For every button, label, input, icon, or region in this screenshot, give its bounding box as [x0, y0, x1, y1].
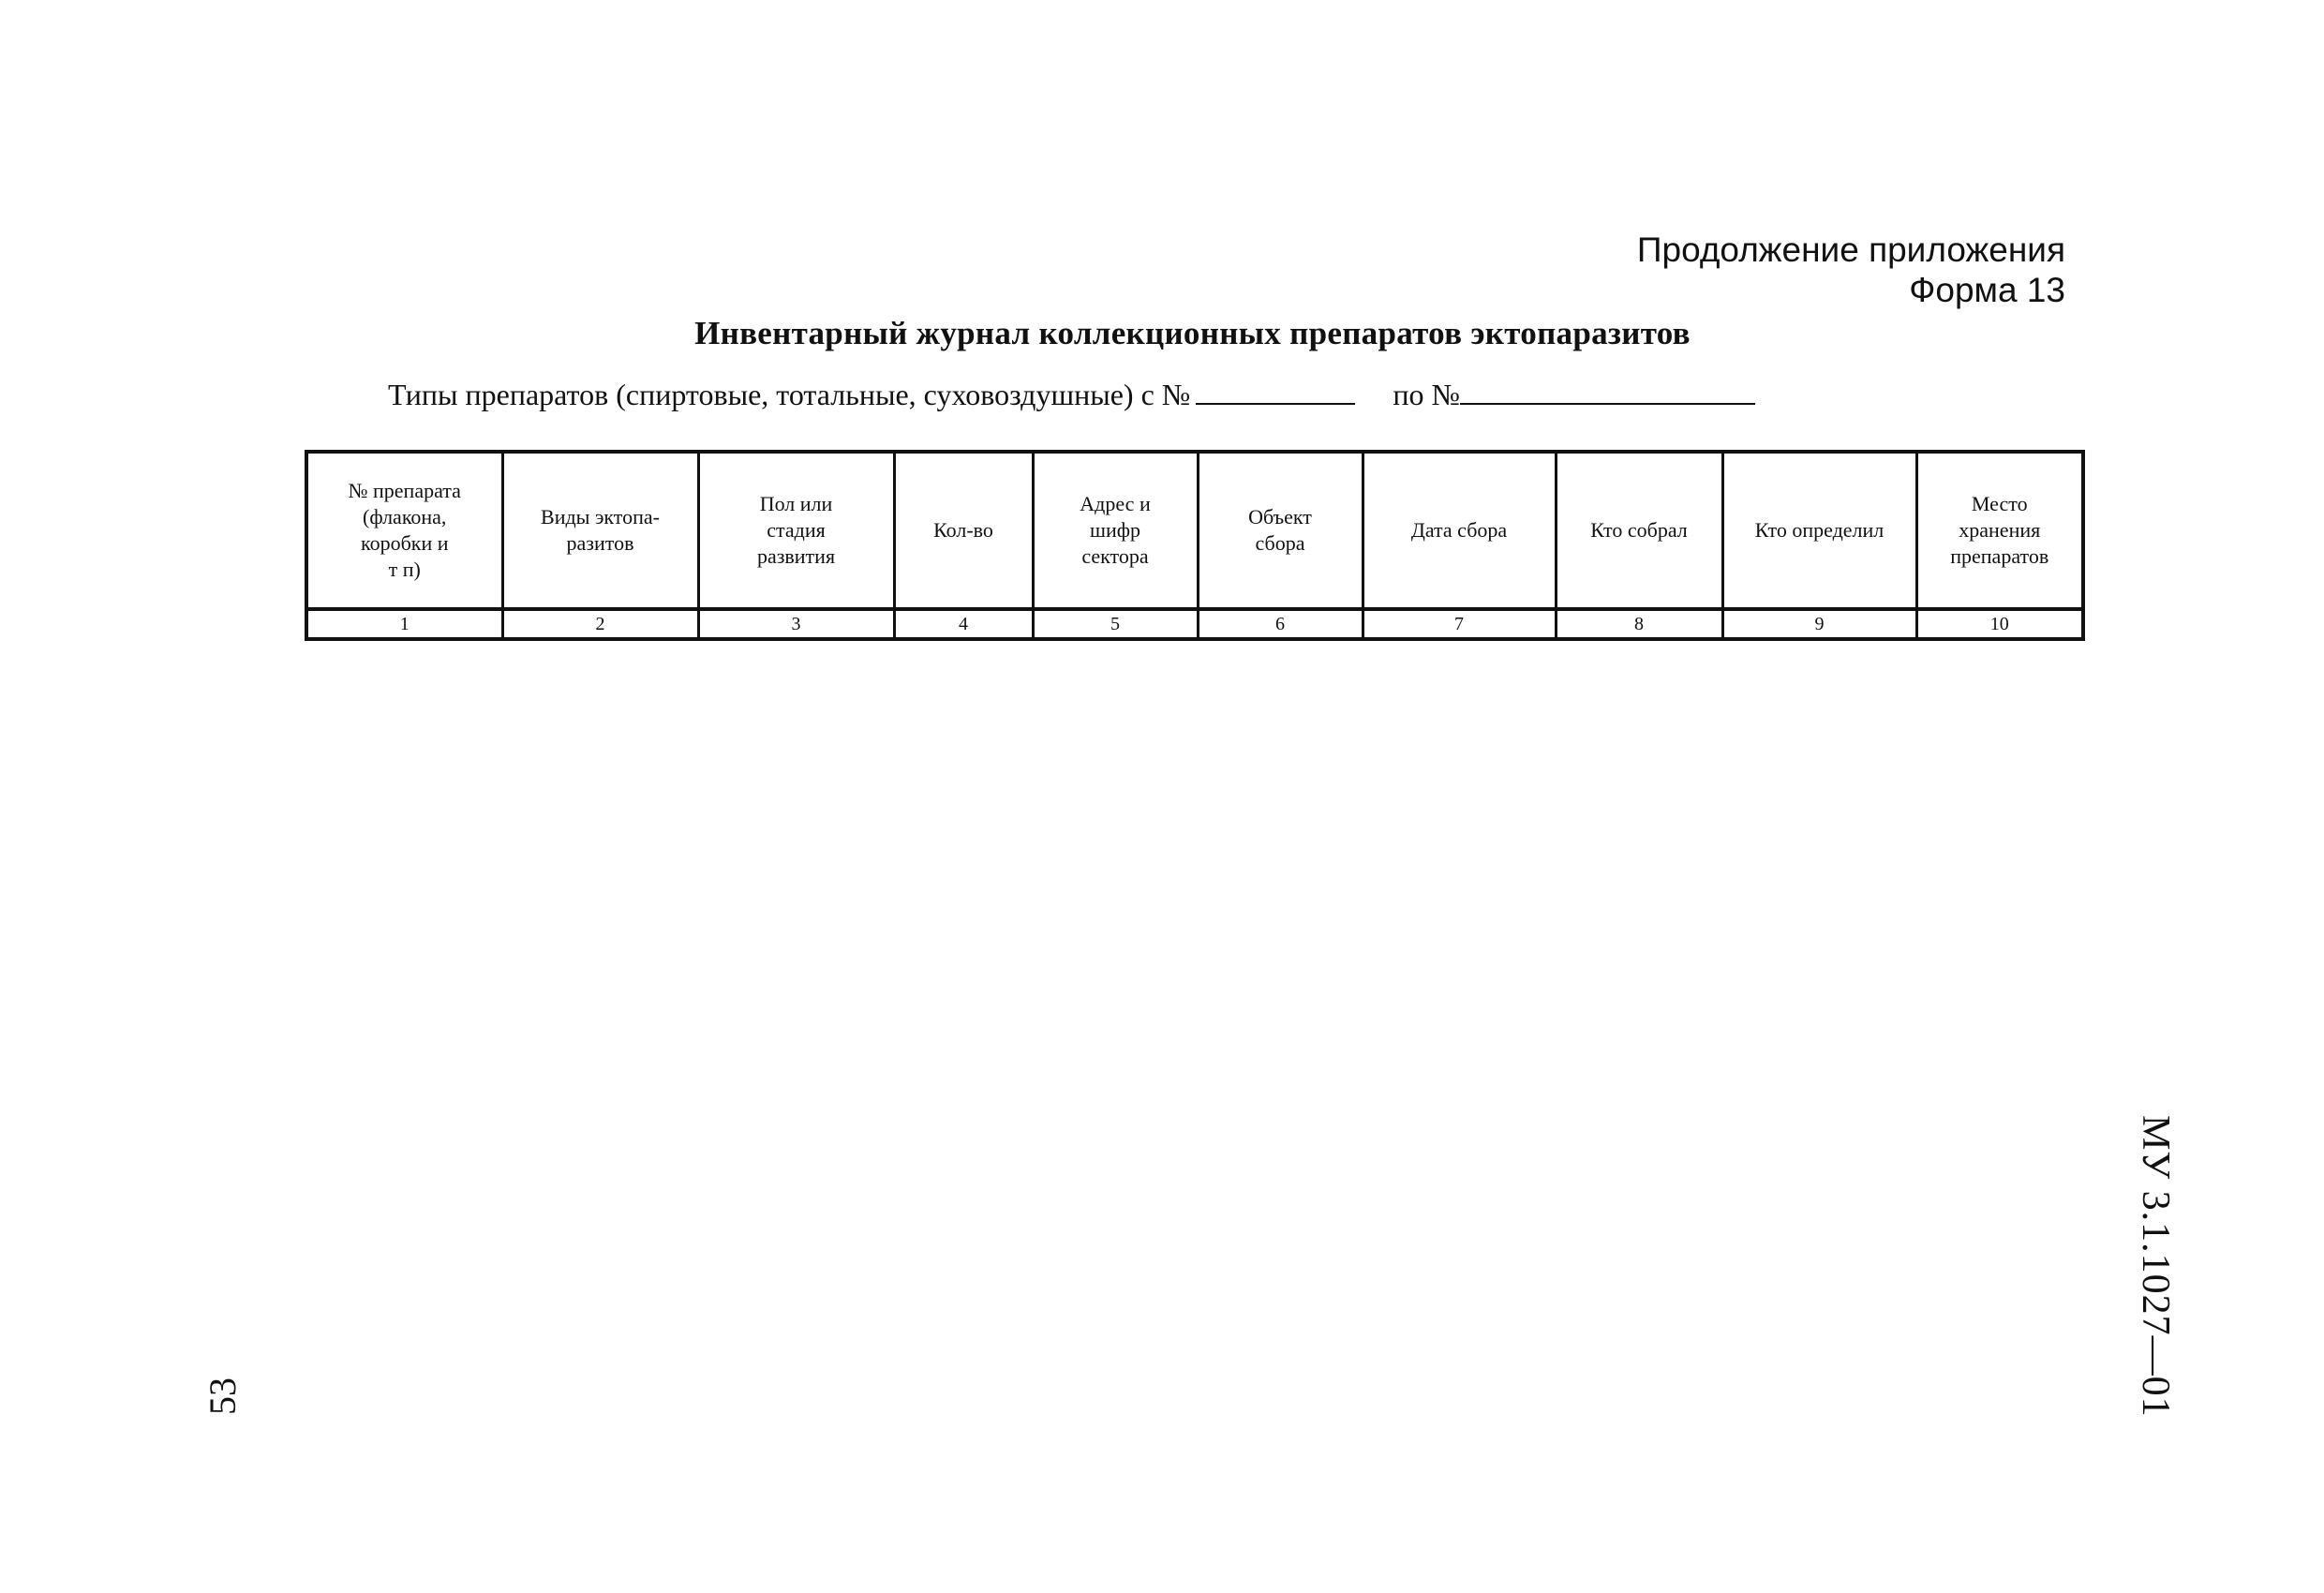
- column-header: Место хранения препаратов: [1916, 452, 2083, 609]
- document-code: [2125, 1115, 2182, 1418]
- from-number-blank: [1196, 375, 1355, 405]
- column-header: № препарата (флакона, коробки и т п): [306, 452, 502, 609]
- column-number: 6: [1198, 609, 1363, 639]
- column-header: Кол-во: [894, 452, 1033, 609]
- column-number: 10: [1916, 609, 2083, 639]
- column-number: 3: [698, 609, 894, 639]
- form-label: Форма 13: [1909, 271, 2065, 309]
- column-header: Кто определил: [1722, 452, 1916, 609]
- types-prefix: Типы препаратов (спиртовые, тотальные, суховоздушные) с №: [388, 378, 1191, 411]
- column-header: Дата сбора: [1363, 452, 1556, 609]
- column-number: 5: [1033, 609, 1198, 639]
- column-header: Пол или стадия развития: [698, 452, 894, 609]
- column-header: Кто собрал: [1556, 452, 1722, 609]
- document-title: Инвентарный журнал коллекционных препаратов эктопаразитов: [694, 315, 1691, 351]
- column-number: 4: [894, 609, 1033, 639]
- page-number: [201, 1359, 242, 1415]
- column-number: 9: [1722, 609, 1916, 639]
- table-header-row: [306, 452, 2083, 609]
- appendix-label: Продолжение приложения: [1636, 231, 2065, 269]
- to-number-blank: [1460, 375, 1755, 405]
- preparation-types-line: [388, 375, 1755, 412]
- column-number: 2: [502, 609, 698, 639]
- column-header: Объект сбора: [1198, 452, 1363, 609]
- column-header: Адрес и шифр сектора: [1033, 452, 1198, 609]
- column-number: 8: [1556, 609, 1722, 639]
- column-number: 1: [306, 609, 502, 639]
- column-number-row: [306, 609, 2083, 639]
- appendix-heading: [1637, 230, 2065, 310]
- inventory-journal-table: [305, 450, 2085, 641]
- column-number: 7: [1363, 609, 1556, 639]
- page-number-text: 53: [201, 1377, 244, 1415]
- document-code-text: МУ 3.1.1027—01: [2134, 1115, 2177, 1418]
- column-header: Виды эктопа- разитов: [502, 452, 698, 609]
- to-number-label: по №: [1393, 378, 1460, 411]
